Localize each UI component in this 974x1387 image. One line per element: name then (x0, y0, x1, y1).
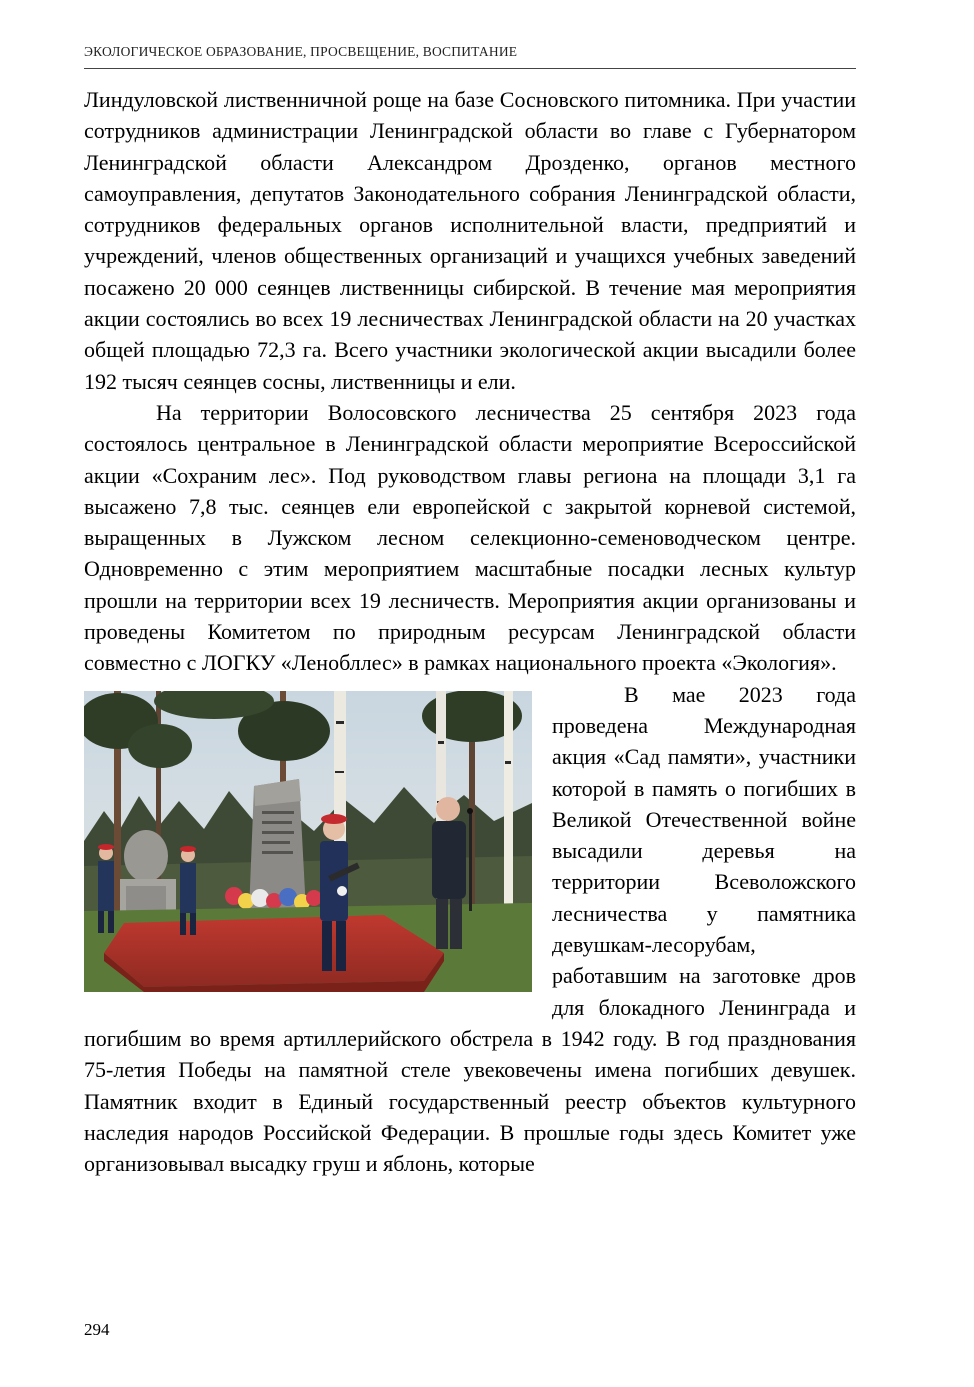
paragraph-3-text: В мае 2023 года проведена Международная акция «Сад памяти», участники которой в память о погибших в Великой Отечественной войне высадили деревья на территории Всеволожского лесничества у памятника девушкам-лесорубам, работавшим на заготовке дров для блокадного Ленинграда и погибшим во время артиллерийского обстрела в 1942 году. В год празднования 75-летия Победы на памятной стеле увековечены имена погибших девушек. Памятник входит в Единый государственный реестр объектов культурного наследия народов Российской Федерации. В прошлые годы здесь Комитет уже организовывал высадку груш и яблонь, которые (84, 681, 856, 1177)
body-text (84, 84, 856, 1179)
running-header: ЭКОЛОГИЧЕСКОЕ ОБРАЗОВАНИЕ, ПРОСВЕЩЕНИЕ, ВОСПИТАНИЕ (84, 44, 518, 59)
paragraph-3 (84, 679, 856, 1180)
paragraph-1: Линдуловской лиственничной роще на базе Сосновского питомника. При участии сотрудников администрации Ленинградской области во главе с Губернатором Ленинградской области Александром Дрозденко, органов местного самоуправления, депутатов Законодательного собрания Ленинградской области, сотрудников федеральных органов исполнительной власти, предприятий и учреждений, членов общественных организаций и учащихся учебных заведений посажено 20 000 сеянцев лиственницы сибирской. В течение мая мероприятия акции состоялись во всех 19 лесничествах Ленинградской области на 20 участках общей площадью 72,3 га. Всего участники экологической акции высадили более 192 тысяч сеянцев сосны, лиственницы и ели. (84, 87, 856, 394)
memorial-ceremony-photo (84, 691, 532, 992)
paragraph-2: На территории Волосовского лесничества 25 сентября 2023 года состоялось центральное в Ленинградской области мероприятие Всероссийской акции «Сохраним лес». Под руководством главы региона на площади 3,1 га высажено 7,8 тыс. сеянцев ели европейской с закрытой корневой системой, выращенных в Лужском лесном селекционно-семеноводческом центре. Одновременно с этим мероприятием масштабные посадки лесных культур прошли на территории всех 19 лесничеств. Мероприятия акции организованы и проведены Комитетом по природным ресурсам Ленинградской области совместно с ЛОГКУ «Ленобллес» в рамках национального проекта «Экология». (84, 399, 856, 676)
page-number: 294 (84, 1320, 110, 1339)
header-rule (84, 68, 856, 69)
